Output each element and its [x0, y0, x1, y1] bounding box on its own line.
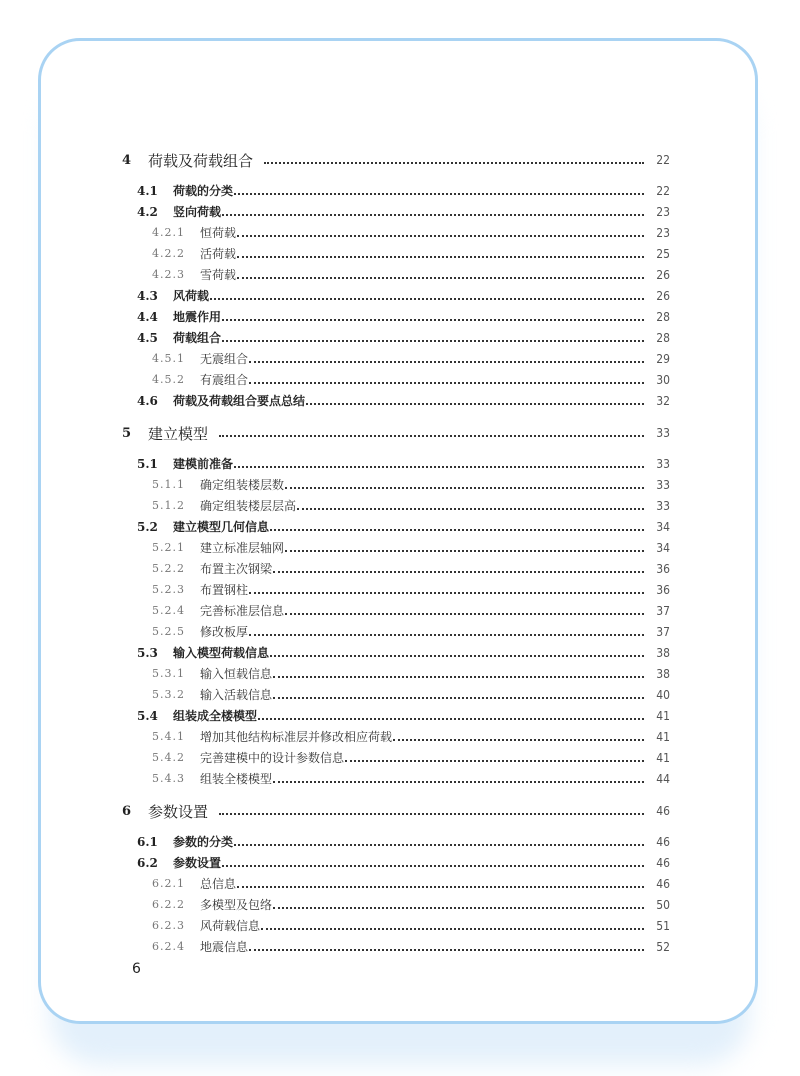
- toc-entry-section[interactable]: [0, 831, 800, 852]
- entry-title: 完善建模中的设计参数信息: [200, 751, 345, 765]
- dot-leader: [237, 277, 644, 279]
- entry-number: 5.2.5: [152, 625, 185, 638]
- entry-title: 确定组装楼层数: [200, 478, 285, 492]
- entry-title: 输入活载信息: [200, 688, 273, 702]
- entry-number: 5.2.2: [152, 562, 185, 575]
- entry-number: 5.4: [137, 708, 158, 723]
- entry-number: 5.3.2: [152, 688, 185, 701]
- dot-leader: [237, 235, 644, 237]
- entry-page: 52: [656, 939, 670, 954]
- toc-entry-sub[interactable]: [0, 726, 800, 747]
- entry-number: 6.2.1: [152, 877, 185, 890]
- entry-page: 25: [656, 246, 670, 261]
- entry-page: 46: [656, 855, 670, 870]
- dot-leader: [285, 550, 644, 552]
- entry-page: 37: [656, 624, 670, 639]
- entry-page: 34: [656, 519, 670, 534]
- toc-entry-sub[interactable]: [0, 747, 800, 768]
- entry-page: 23: [656, 225, 670, 240]
- entry-page: 50: [656, 897, 670, 912]
- toc-entry-section[interactable]: [0, 852, 800, 873]
- entry-number: 4.1: [137, 183, 158, 198]
- entry-number: 6.2.4: [152, 940, 185, 953]
- entry-page: 30: [656, 372, 670, 387]
- entry-page: 51: [656, 918, 670, 933]
- toc-entry-sub[interactable]: [0, 873, 800, 894]
- toc-entry-section[interactable]: [0, 516, 800, 537]
- entry-number: 5.1: [137, 456, 158, 471]
- entry-page: 44: [656, 771, 670, 786]
- entry-title: 建立模型: [148, 424, 209, 443]
- dot-leader: [264, 162, 644, 164]
- dot-leader: [249, 592, 644, 594]
- entry-number: 4.6: [137, 393, 158, 408]
- entry-number: 4.2.2: [152, 247, 185, 260]
- entry-page: 40: [656, 687, 670, 702]
- entry-page: 41: [656, 708, 670, 723]
- toc-entry-sub[interactable]: [0, 768, 800, 789]
- toc-entry-sub[interactable]: [0, 621, 800, 642]
- toc-entry-sub[interactable]: [0, 348, 800, 369]
- toc-entry-sub[interactable]: [0, 684, 800, 705]
- entry-number: 5.2.1: [152, 541, 185, 554]
- entry-title: 活荷载: [200, 247, 237, 261]
- entry-number: 5.2.4: [152, 604, 185, 617]
- entry-title: 增加其他结构标准层并修改相应荷载: [200, 730, 393, 744]
- dot-leader: [222, 340, 644, 342]
- toc-entry-sub[interactable]: [0, 369, 800, 390]
- entry-page: 29: [656, 351, 670, 366]
- entry-number: 4.4: [137, 309, 158, 324]
- entry-page: 33: [656, 477, 670, 492]
- dot-leader: [393, 739, 644, 741]
- entry-number: 5.3.1: [152, 667, 185, 680]
- entry-title: 雪荷载: [200, 268, 237, 282]
- dot-leader: [222, 214, 644, 216]
- dot-leader: [222, 865, 644, 867]
- toc-entry-sub[interactable]: [0, 663, 800, 684]
- entry-number: 4.2.1: [152, 226, 185, 239]
- toc-entry-chapter[interactable]: [0, 800, 800, 822]
- entry-page: 26: [656, 288, 670, 303]
- entry-title: 修改板厚: [200, 625, 249, 639]
- entry-page: 36: [656, 561, 670, 576]
- toc-entry-sub[interactable]: [0, 537, 800, 558]
- entry-number: 4: [122, 152, 132, 168]
- dot-leader: [270, 529, 644, 531]
- entry-title: 建立模型几何信息: [173, 520, 270, 534]
- dot-leader: [249, 634, 644, 636]
- entry-number: 5.1.1: [152, 478, 185, 491]
- entry-number: 5.4.1: [152, 730, 185, 743]
- entry-title: 完善标准层信息: [200, 604, 285, 618]
- dot-leader: [234, 844, 644, 846]
- entry-title: 布置主次钢梁: [200, 562, 273, 576]
- dot-leader: [234, 466, 644, 468]
- entry-number: 6.2.2: [152, 898, 185, 911]
- entry-title: 恒荷载: [200, 226, 237, 240]
- entry-title: 参数设置: [173, 856, 222, 870]
- entry-title: 地震作用: [173, 310, 222, 324]
- entry-title: 风荷载: [173, 289, 210, 303]
- entry-title: 荷载及荷载组合要点总结: [173, 394, 306, 408]
- toc-entry-sub[interactable]: [0, 600, 800, 621]
- entry-title: 组装成全楼模型: [173, 709, 258, 723]
- dot-leader: [261, 928, 644, 930]
- toc-entry-section[interactable]: [0, 390, 800, 411]
- toc-entry-section[interactable]: [0, 453, 800, 474]
- entry-title: 总信息: [200, 877, 237, 891]
- entry-number: 5.4.2: [152, 751, 185, 764]
- toc-entry-sub[interactable]: [0, 894, 800, 915]
- dot-leader: [270, 655, 644, 657]
- dot-leader: [222, 319, 644, 321]
- toc-entry-section[interactable]: [0, 327, 800, 348]
- dot-leader: [345, 760, 644, 762]
- entry-page: 28: [656, 330, 670, 345]
- dot-leader: [297, 508, 644, 510]
- dot-leader: [249, 949, 644, 951]
- toc-entry-section[interactable]: [0, 642, 800, 663]
- entry-title: 有震组合: [200, 373, 249, 387]
- toc-entry-section[interactable]: [0, 201, 800, 222]
- entry-title: 地震信息: [200, 940, 249, 954]
- entry-title: 组装全楼模型: [200, 772, 273, 786]
- entry-page: 33: [656, 498, 670, 513]
- dot-leader: [249, 382, 644, 384]
- entry-page: 46: [656, 834, 670, 849]
- entry-title: 无震组合: [200, 352, 249, 366]
- entry-page: 33: [656, 456, 670, 471]
- entry-number: 6.2.3: [152, 919, 185, 932]
- dot-leader: [210, 298, 644, 300]
- dot-leader: [219, 813, 644, 815]
- dot-leader: [273, 676, 644, 678]
- entry-page: 26: [656, 267, 670, 282]
- table-of-contents: [0, 149, 800, 957]
- entry-title: 荷载及荷载组合: [148, 151, 254, 170]
- entry-number: 5.1.2: [152, 499, 185, 512]
- entry-page: 41: [656, 729, 670, 744]
- entry-title: 风荷载信息: [200, 919, 261, 933]
- entry-number: 4.5.1: [152, 352, 185, 365]
- entry-title: 参数设置: [148, 802, 209, 821]
- entry-title: 确定组装楼层层高: [200, 499, 297, 513]
- toc-entry-chapter[interactable]: [0, 149, 800, 171]
- entry-number: 6: [122, 803, 132, 819]
- entry-page: 46: [656, 876, 670, 891]
- page-number: 6: [132, 961, 141, 977]
- dot-leader: [258, 718, 644, 720]
- entry-number: 5.3: [137, 645, 158, 660]
- toc-entry-sub[interactable]: [0, 936, 800, 957]
- entry-page: 46: [656, 804, 670, 818]
- toc-entry-section[interactable]: [0, 306, 800, 327]
- toc-entry-sub[interactable]: [0, 579, 800, 600]
- entry-number: 5.4.3: [152, 772, 185, 785]
- entry-page: 23: [656, 204, 670, 219]
- entry-number: 6.2: [137, 855, 158, 870]
- dot-leader: [285, 613, 644, 615]
- dot-leader: [234, 193, 644, 195]
- entry-page: 36: [656, 582, 670, 597]
- entry-number: 4.2.3: [152, 268, 185, 281]
- toc-entry-sub[interactable]: [0, 495, 800, 516]
- entry-title: 建模前准备: [173, 457, 234, 471]
- entry-number: 5.2.3: [152, 583, 185, 596]
- entry-title: 布置钢柱: [200, 583, 249, 597]
- dot-leader: [219, 435, 644, 437]
- entry-title: 输入模型荷载信息: [173, 646, 270, 660]
- entry-number: 5: [122, 425, 132, 441]
- dot-leader: [285, 487, 644, 489]
- entry-page: 22: [656, 153, 670, 167]
- toc-entry-sub[interactable]: [0, 222, 800, 243]
- entry-title: 竖向荷载: [173, 205, 222, 219]
- dot-leader: [306, 403, 644, 405]
- entry-title: 多模型及包络: [200, 898, 273, 912]
- toc-entry-sub[interactable]: [0, 243, 800, 264]
- toc-entry-section[interactable]: [0, 705, 800, 726]
- toc-entry-sub[interactable]: [0, 558, 800, 579]
- entry-number: 5.2: [137, 519, 158, 534]
- entry-title: 建立标准层轴网: [200, 541, 285, 555]
- entry-number: 6.1: [137, 834, 158, 849]
- entry-title: 荷载的分类: [173, 184, 234, 198]
- entry-page: 34: [656, 540, 670, 555]
- toc-entry-section[interactable]: [0, 285, 800, 306]
- toc-entry-sub[interactable]: [0, 264, 800, 285]
- entry-title: 荷载组合: [173, 331, 222, 345]
- dot-leader: [273, 781, 644, 783]
- entry-page: 22: [656, 183, 670, 198]
- entry-title: 参数的分类: [173, 835, 234, 849]
- entry-page: 28: [656, 309, 670, 324]
- entry-title: 输入恒载信息: [200, 667, 273, 681]
- entry-number: 4.5: [137, 330, 158, 345]
- entry-page: 32: [656, 393, 670, 408]
- entry-page: 41: [656, 750, 670, 765]
- entry-page: 37: [656, 603, 670, 618]
- dot-leader: [237, 886, 644, 888]
- toc-entry-sub[interactable]: [0, 474, 800, 495]
- dot-leader: [273, 697, 644, 699]
- entry-number: 4.5.2: [152, 373, 185, 386]
- dot-leader: [273, 907, 644, 909]
- entry-page: 33: [656, 426, 670, 440]
- dot-leader: [249, 361, 644, 363]
- entry-page: 38: [656, 645, 670, 660]
- entry-page: 38: [656, 666, 670, 681]
- entry-number: 4.3: [137, 288, 158, 303]
- toc-entry-chapter[interactable]: [0, 422, 800, 444]
- toc-entry-section[interactable]: [0, 180, 800, 201]
- entry-number: 4.2: [137, 204, 158, 219]
- dot-leader: [237, 256, 644, 258]
- toc-entry-sub[interactable]: [0, 915, 800, 936]
- dot-leader: [273, 571, 644, 573]
